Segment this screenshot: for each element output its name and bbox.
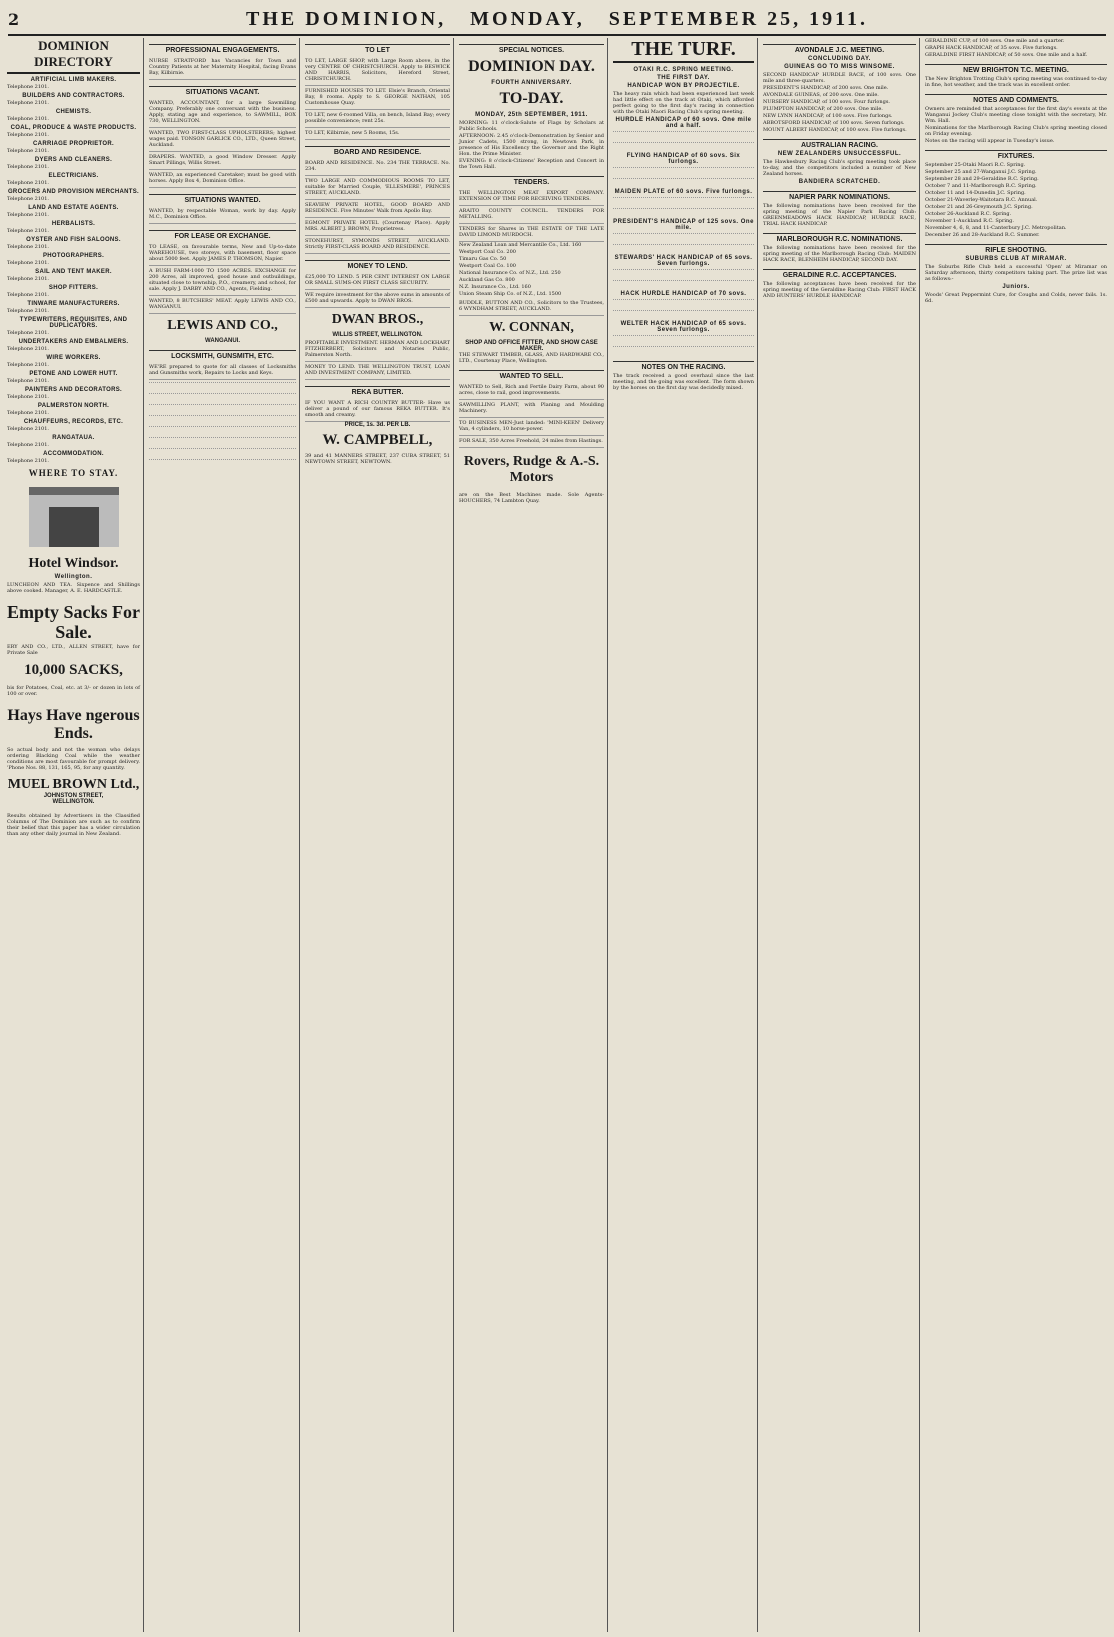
brown-city: WELLINGTON. [52, 799, 95, 805]
hotel-text: LUNCHEON AND TEA. Sixpence and Shillings above cooked. Manager, A. E. HARDCASTLE. [7, 582, 140, 594]
section-heading: AUSTRALIAN RACING. [763, 139, 916, 149]
motors-text: are on the Best Machines made. Sole Agents-HOUCHERS, 74 Lambton Quay. [459, 492, 604, 504]
fixture-entry: October 26-Auckland R.C. Spring. [925, 211, 1012, 217]
section-heading: TO LET [305, 44, 450, 54]
hotel-illustration [19, 482, 129, 552]
classified-ad: TO LET, Kilbirnie, new 5 Rooms, 15s. [305, 128, 450, 140]
classified-ad: WANTED, 8 BUTCHERS' MEAT. Apply LEWIS AND CO., WANGANUI. [149, 296, 296, 314]
fixture-entry: September 28 and 29-Geraldine R.C. Spring. [925, 176, 1039, 182]
classified-ad: IF YOU WANT A RICH COUNTRY BUTTER- Have us deliver a pound of our famous REKA BUTTER. It's smooth and creamy. [305, 398, 450, 422]
section-heading: TENDERS. [459, 176, 604, 186]
rifle-text: The Suburbs Rifle Club held a successful 'Open' at Miramar on Saturday afternoon, thirty competitors taking part. The prize list was as follows:- [925, 264, 1107, 282]
section-heading: SPECIAL NOTICES. [459, 44, 604, 54]
share-entry: N.Z. Insurance Co., Ltd. 160 [459, 284, 531, 290]
directory-entry: Telephone 2101. [7, 378, 49, 384]
tender-ad: ARAITO COUNTY COUNCIL. TENDERS FOR METALLING. [459, 206, 604, 224]
race-heading: FLYING HANDICAP of 60 sovs. Six furlongs. [626, 153, 741, 165]
race-para: GRAPH HACK HANDICAP, of 35 sovs. Five furlongs. [925, 45, 1058, 51]
turf-paragraph: The heavy rain which had been experienced last week had little effect on the track at Otaki, which afforded perfect going to the first day's racing in connection with the Otaki Maori Racing Club's spring meeting. [613, 91, 754, 115]
directory-category: BUILDERS AND CONTRACTORS. [22, 93, 125, 99]
sell-ad: FOR SALE, 350 Acres Freehold, 24 miles from Hastings. [459, 436, 604, 448]
classified-ad: FURNISHED HOUSES TO LET. Elsie's Branch, Oriental Bay, 8 rooms. Apply to S. GEORGE NATHAN, 105 Customhouse Quay. [305, 86, 450, 110]
guineas-heading: GUINEAS GO TO MISS WINSOME. [784, 64, 895, 70]
directory-entry: Telephone 2101. [7, 148, 49, 154]
race-list [763, 72, 916, 133]
brown-title: MUEL BROWN Ltd., [7, 777, 140, 792]
notes-para: Owners are reminded that acceptances for the first day's events at the Wanganui Jockey Club's meeting close tonight with the secretary, Mr. Wm. Hall. [925, 106, 1107, 124]
share-entry: Westport Coal Co. 100 [459, 263, 516, 269]
classified-ad: £25,000 TO LEND. 5 PER CENT INTEREST ON LARGE OR SMALL SUMS-ON FIRST CLASS SECURITY. [305, 272, 450, 290]
days-text: So actual body and not the woman who delays ordering Blacking Coal while the weather conditions are most favourable for prompt delivery. 'Phone Nos. 88, 131, 165, 95, for any quantity. [7, 747, 140, 771]
notes-heading: NOTES ON THE RACING. [613, 361, 754, 371]
directory-category: TINWARE MANUFACTURERS. [27, 301, 120, 307]
programme-item: EVENING: 8 o'clock-Citizens' Reception and Concert in the Town Hall. [459, 158, 604, 170]
directory-category: PALMERSTON NORTH. [37, 403, 110, 409]
section-heading: RIFLE SHOOTING. [925, 244, 1107, 254]
directory-category: CHEMISTS. [55, 109, 92, 115]
rifle-footer: Woods' Great Peppermint Cure, for Coughs and Colds, never fails. 1s. 6d. [925, 292, 1107, 304]
race-entry: NURSERY HANDICAP, of 100 sovs. Four furlongs. [763, 99, 891, 105]
concluding-day: CONCLUDING DAY. [808, 56, 871, 62]
page-number: 2 [8, 9, 20, 29]
sell-ad: TO BUSINESS MEN-Just landed: 'MINI-KEEN' Delivery Van, 4 cylinders, 10 horse-power. [459, 418, 604, 436]
directory-entry: Telephone 2101. [7, 362, 49, 368]
directory-entry: Telephone 2101. [7, 426, 49, 432]
section-heading: REKA BUTTER. [305, 386, 450, 396]
race-entry: SECOND HANDICAP HURDLE RACE, of 100 sovs. One mile and three-quarters. [763, 72, 916, 84]
section-heading: MONEY TO LEND. [305, 260, 450, 270]
newspaper-title: THE DOMINION, MONDAY, SEPTEMBER 25, 1911. [246, 7, 868, 30]
today-date: MONDAY, 25th SEPTEMBER, 1911. [475, 112, 588, 118]
column-turf [610, 38, 758, 1632]
hotel-city: Wellington. [54, 574, 93, 580]
connan-text: SHOP AND OFFICE FITTER, AND SHOW CASE MAKER. [465, 340, 598, 352]
motors-title: Rovers, Rudge & A.-S. Motors [463, 454, 600, 485]
directory-category: UNDERTAKERS AND EMBALMERS. [18, 339, 129, 345]
dwan-title: DWAN BROS., [331, 312, 424, 327]
fixture-entry: October 21 and 26-Greymouth J.C. Spring. [925, 204, 1033, 210]
classified-ad: PROFITABLE INVESTMENT. HERMAN AND LOCKHART FITZHERBERT, Solicitors and Notaries Public, Palmerston North. [305, 338, 450, 362]
directory-category: WIRE WORKERS. [46, 355, 101, 361]
section-heading: FOR LEASE OR EXCHANGE. [149, 230, 296, 240]
directory-categories [7, 77, 140, 464]
classified-ad: BOARD AND RESIDENCE. No. 234 THE TERRACE. No. 234. [305, 158, 450, 176]
directory-category: CHAUFFEURS, RECORDS, ETC. [23, 419, 124, 425]
directory-entry: Telephone 2101. [7, 164, 49, 170]
share-entry: National Insurance Co. of N.Z., Ltd. 250 [459, 270, 561, 276]
classified-ad: STONEHURST, SYMONDS STREET, AUCKLAND. Strictly FIRST-CLASS BOARD AND RESIDENCE. [305, 236, 450, 254]
sacks-text: ERY AND CO., LTD., ALLEN STREET, have for Private Sale [7, 644, 140, 656]
bandiera: BANDIERA SCRATCHED. [798, 179, 881, 185]
section-heading: SITUATIONS WANTED. [149, 194, 296, 204]
section-heading: PROFESSIONAL ENGAGEMENTS. [149, 44, 296, 54]
classified-ad: SEAVIEW PRIVATE HOTEL, GOOD BOARD AND RESIDENCE. Five Minutes' Walk from Apollo Bay. [305, 200, 450, 218]
column-notes [922, 38, 1110, 1632]
race-heading: PRESIDENT'S HANDICAP of 125 sovs. One mile. [613, 219, 754, 231]
directory-entry: Telephone 2101. [7, 180, 49, 186]
directory-entry: Telephone 2101. [7, 260, 49, 266]
race-entry: AVONDALE GUINEAS, of 200 sovs. One mile. [763, 92, 879, 98]
directory-category: ACCOMMODATION. [43, 451, 104, 457]
directory-category: RANGATAUA. [52, 435, 95, 441]
classified-ad: EGMONT PRIVATE HOTEL (Courtenay Place). Apply MRS. ALBERT J. BROWN, Proprietress. [305, 218, 450, 236]
race-para: The New Brighton Trotting Club's spring meeting was continued to-day in fine, hot weather, and the track was in excellent order. [925, 76, 1107, 88]
connan-title: W. CONNAN, [489, 320, 574, 335]
programme-item: AFTERNOON: 2.45 o'clock-Demonstration by Senior and Junior Cadets, 1500 strong, in Newtown Park, in presence of His Excellency the Governor and the Right Hon. the Prime Minister. [459, 133, 604, 157]
race-heading: STEWARDS' HACK HANDICAP of 65 sovs. Seven furlongs. [614, 255, 753, 267]
section-heading: NEW BRIGHTON T.C. MEETING. [925, 64, 1107, 74]
directory-heading: DOMINION DIRECTORY [7, 38, 140, 74]
classified-ad: A BUSH FARM-1000 TO 1500 ACRES. EXCHANGE for 200 Acres, all improved, good house and outbuildings, situated close to township, P.O., creamery, and school, for sale. Apply J. DARBY AND CO., Agents, Fielding. [149, 266, 296, 296]
classified-ad: MONEY TO LEND. THE WELLINGTON TRUST, LOAN AND INVESTMENT COMPANY, LIMITED. [305, 362, 450, 380]
directory-category: DYERS AND CLEANERS. [34, 157, 113, 163]
fixture-entry: October 11 and 14-Dunedin J.C. Spring. [925, 190, 1026, 196]
race-entry: PLUMPTON HANDICAP, of 200 sovs. One mile. [763, 106, 883, 112]
directory-category: CARRIAGE PROPRIETOR. [33, 141, 114, 147]
programme-item: MORNING: 11 o'clock-Salute of Flags by Scholars at Public Schools. [459, 120, 604, 132]
fixture-entry: September 25 and 27-Wanganui J.C. Spring. [925, 169, 1037, 175]
directory-entry: Telephone 2101. [7, 410, 49, 416]
section-heading: BOARD AND RESIDENCE. [305, 146, 450, 156]
footer-text: Results obtained by Advertisers in the Classified Columns of The Dominion are such as to confirm their belief that this paper has a wider circulation than any other daily journal in New Zealand. [7, 813, 140, 837]
fixture-entry: September 25-Otaki Maori R.C. Spring. [925, 162, 1026, 168]
geral-text: The following acceptances have been received for the spring meeting of the Geraldine Racing Club: FIRST HACK AND HUNTERS' HURDLE HANDICAP. [763, 281, 916, 299]
section-heading: LOCKSMITH, GUNSMITH, ETC. [149, 350, 296, 360]
sell-ad: SAWMILLING PLANT, with Planing and Moulding Machinery. [459, 400, 604, 418]
notes-para: Nominations for the Marlborough Racing Club's spring meeting closed on Friday evening. [925, 125, 1107, 137]
race-entry: NEW LYNN HANDICAP, of 100 sovs. Five furlongs. [763, 113, 893, 119]
directory-entry: Telephone 2101. [7, 458, 49, 464]
column-directory [4, 38, 144, 1632]
classified-ad: TO LET, new 6-roomed Villa, on bench, Island Bay; every possible convenience; rent 25s. [305, 110, 450, 128]
masthead [8, 4, 1106, 36]
directory-category: HERBALISTS. [51, 221, 96, 227]
race-para: GERALDINE CUP, of 100 sovs. One mile and a quarter. [925, 38, 1065, 44]
section-heading: AVONDALE J.C. MEETING. [763, 44, 916, 54]
classified-ad: WE'RE prepared to quote for all classes of Locksmiths and Gunsmiths work, Repairs to Locks and Keys. [149, 362, 296, 380]
race-heading: HURDLE HANDICAP of 60 sovs. One mile and a half. [615, 117, 752, 129]
directory-entry: Telephone 2101. [7, 228, 49, 234]
section-heading: FIXTURES. [925, 150, 1107, 160]
directory-entry: Telephone 2101. [7, 308, 49, 314]
sacks-price: bis for Potatoes, Coal, etc. at 3/- or dozen in lots of 100 or over. [7, 685, 140, 697]
today-heading: TO-DAY. [499, 90, 564, 107]
fixture-entry: October 7 and 11-Marlborough R.C. Spring. [925, 183, 1037, 189]
race-entry: PRESIDENT'S HANDICAP, of 200 sovs. One mile. [763, 85, 889, 91]
column-special-notices [456, 38, 608, 1632]
directory-category: PHOTOGRAPHERS. [42, 253, 105, 259]
directory-entry: Telephone 2101. [7, 212, 49, 218]
race-heading: HACK HURDLE HANDICAP of 70 sovs. [620, 291, 747, 297]
column-classifieds [146, 38, 300, 1632]
classified-ad: TWO LARGE AND COMMODIOUS ROOMS TO LET, suitable for Married Couple, 'ELLESMERE', PRINCES STREET, AUCKLAND. [305, 176, 450, 200]
aus-text: The Hawkesbury Racing Club's spring meeting took place to-day, and the competitors included a number of New Zealand horses. [763, 159, 916, 177]
directory-entry: Telephone 2101. [7, 292, 49, 298]
tender-ad: BUDDLE, BUTTON AND CO., Solicitors to the Trustees, 6 WYNDHAM STREET, AUCKLAND. [459, 298, 604, 316]
directory-category: ARTIFICIAL LIMB MAKERS. [30, 77, 117, 83]
section-heading: MARLBOROUGH R.C. NOMINATIONS. [763, 233, 916, 243]
section-heading: WANTED TO SELL. [459, 370, 604, 380]
race-entry: ABBOTSFORD HANDICAP, of 100 sovs. Seven furlongs. [763, 120, 905, 126]
aus-sub: NEW ZEALANDERS UNSUCCESSFUL. [777, 151, 902, 157]
race-entry: MOUNT ALBERT HANDICAP, of 100 sovs. Five furlongs. [763, 127, 907, 133]
directory-category: TYPEWRITERS, REQUISITES, AND DUPLICATORS. [19, 317, 128, 329]
sacks-count: 10,000 SACKS, [24, 662, 123, 678]
classified-ad: DRAPERS. WANTED, a good Window Dresser. Apply Smart Pillings, Willis Street. [149, 152, 296, 170]
share-entry: Auckland Gas Co. 800 [459, 277, 515, 283]
classified-ad: WANTED, TWO FIRST-CLASS UPHOLSTERERS; highest wages paid. TONSON GARLICK CO., LTD., Queen Street, Auckland. [149, 128, 296, 152]
classified-ad: WE require investment for the above sums in amounts of £500 and upwards. Apply to DWAN BROS. [305, 290, 450, 308]
section-heading: GERALDINE R.C. ACCEPTANCES. [763, 269, 916, 279]
classified-ad: TO LEASE, on favourable terms, New and Up-to-date WAREHOUSE, two storeys, with basement, floor space about 5000 feet. Apply JAMES P. THOMSON, Napier. [149, 242, 296, 266]
campbell-title: W. CAMPBELL, [322, 432, 433, 448]
reka-price: PRICE, 1s. 3d. PER LB. [344, 422, 411, 428]
directory-category: GROCERS AND PROVISION MERCHANTS. [7, 189, 140, 195]
directory-entry: Telephone 2101. [7, 394, 49, 400]
share-entry: Westport Coal Co. 200 [459, 249, 516, 255]
marl-text: The following nominations have been received for the spring meeting of the Marlborough Racing Club: MAIDEN HACK RACE, BLENHEIM HANDICAP, SECOND DAY. [763, 245, 916, 263]
fixture-entry: November 1-Auckland R.C. Spring. [925, 218, 1014, 224]
dwan-address: WILLIS STREET, WELLINGTON. [332, 332, 423, 338]
race-heading: WELTER HACK HANDICAP of 65 sovs. Seven furlongs. [620, 321, 747, 333]
section-heading: NAPIER PARK NOMINATIONS. [763, 191, 916, 201]
share-entry: Union Steam Ship Co. of N.Z., Ltd. 1500 [459, 291, 562, 297]
meeting-day: THE FIRST DAY. [657, 75, 710, 81]
directory-category: LAND AND ESTATE AGENTS. [28, 205, 119, 211]
fixtures-list [925, 162, 1107, 238]
directory-entry: Telephone 2101. [7, 330, 49, 336]
lewis-title: LEWIS AND CO., [167, 318, 278, 333]
directory-category: SAIL AND TENT MAKER. [35, 269, 112, 275]
directory-category: ELECTRICIANS. [48, 173, 99, 179]
fixture-entry: December 26 and 28-Auckland R.C. Summer. [925, 232, 1040, 238]
race-para: GERALDINE FIRST HANDICAP, of 50 sovs. One mile and a half. [925, 52, 1088, 58]
brown-address: JOHNSTON STREET, [43, 793, 104, 799]
directory-entry: Telephone 2101. [7, 132, 49, 138]
race-heading: MAIDEN PLATE of 60 sovs. Five furlongs. [614, 189, 753, 195]
lewis-city: WANGANUI. [205, 338, 240, 344]
where-to-stay: WHERE TO STAY. [28, 468, 119, 478]
turf-heading: THE TURF. [613, 38, 754, 63]
fixture-entry: October 21-Waverley-Waitotara R.C. Annual. [925, 197, 1038, 203]
sell-ad: WANTED to Sell, Rich and Fertile Dairy Farm, about 90 acres, close to rail, good improvements. [459, 382, 604, 400]
directory-entry: Telephone 2101. [7, 84, 49, 90]
rifle-junior: Juniors. [1002, 284, 1030, 290]
column-racing [760, 38, 920, 1632]
meeting-title: OTAKI R.C. SPRING MEETING. [633, 67, 734, 73]
directory-entry: Telephone 2101. [7, 346, 49, 352]
shares-list [459, 242, 604, 297]
notes-text: The track received a good overhaul since the last meeting, and the going was excellent. The form shown by the horses on the first day was decidedly mixed. [613, 373, 754, 391]
hotel-name: Hotel Windsor. [28, 556, 119, 571]
classified-ad: WANTED, ACCOUNTANT, for a large Sawmilling Company. Preferably one conversant with the business. Apply, stating age and experience, to SAWMILL, BOX 730, WELLINGTON. [149, 98, 296, 128]
classified-ad: TO LET, LARGE SHOP, with Large Room above, in the very CENTRE OF CHRISTCHURCH. Apply to BESWICK AND HARRIS, Solicitors, Hereford Street, CHRISTCHURCH. [305, 56, 450, 86]
dominion-day-sub: FOURTH ANNIVERSARY. [491, 80, 572, 86]
notes-para: Notes on the racing will appear in Tuesday's issue. [925, 138, 1055, 144]
meeting-sub: HANDICAP WON BY PROJECTILE. [627, 83, 740, 89]
directory-entry: Telephone 2101. [7, 100, 49, 106]
directory-entry: Telephone 2101. [7, 276, 49, 282]
directory-category: OYSTER AND FISH SALOONS. [26, 237, 121, 243]
sacks-title: Empty Sacks For Sale. [7, 602, 141, 642]
days-title: Hays Have ngerous Ends. [7, 707, 140, 742]
section-heading: NOTES AND COMMENTS. [925, 94, 1107, 104]
campbell-address: 39 and 41 MANNERS STREET, 237 CUBA STREET, 51 NEWTOWN STREET, NEWTOWN. [305, 453, 450, 465]
share-entry: Timaru Gas Co. 50 [459, 256, 507, 262]
directory-entry: Telephone 2101. [7, 442, 49, 448]
rifle-club: SUBURBS CLUB AT MIRAMAR. [965, 256, 1067, 262]
directory-category: COAL, PRODUCE & WASTE PRODUCTS. [10, 125, 137, 131]
column-to-let [302, 38, 454, 1632]
directory-entry: Telephone 2101. [7, 196, 49, 202]
directory-category: PAINTERS AND DECORATORS. [25, 387, 122, 393]
classified-ad: WANTED, an experienced Caretaker; must be good with horses. Apply Box 4, Dominion Office. [149, 170, 296, 188]
fixture-entry: November 4, 6, 8, and 11-Canterbury J.C. Metropolitan. [925, 225, 1067, 231]
classified-ad: NURSE STRATFORD has Vacancies for Town and Country Patients at her Maternity Hospital, facing Evans Bay, Kilbirnie. [149, 56, 296, 80]
section-heading: SITUATIONS VACANT. [149, 86, 296, 96]
tender-ad: TENDERS for Shares in THE ESTATE OF THE LATE DAVID LIMOND MURDOCH. [459, 224, 604, 242]
classified-ad: WANTED, by respectable Woman, work by day. Apply M.C., Dominion Office. [149, 206, 296, 224]
stewart-text: THE STEWART TIMBER, GLASS, AND HARDWARE CO., LTD., Courtenay Place, Wellington. [459, 352, 604, 364]
directory-entry: Telephone 2101. [7, 244, 49, 250]
directory-category: PETONE AND LOWER HUTT. [29, 371, 118, 377]
directory-category: SHOP FITTERS. [48, 285, 99, 291]
share-entry: New Zealand Loan and Mercantile Co., Ltd. 160 [459, 242, 582, 248]
napier-text: The following nominations have been received for the spring meeting of the Napier Park Racing Club: GREENMEADOWS HACK HANDICAP, HURDLE RACE, TRIAL HACK HANDICAP. [763, 203, 916, 227]
dominion-day-title: DOMINION DAY. [468, 58, 595, 75]
tender-ad: THE WELLINGTON MEAT EXPORT COMPANY. EXTENSION OF TIME FOR RECEIVING TENDERS. [459, 188, 604, 206]
directory-entry: Telephone 2101. [7, 116, 49, 122]
